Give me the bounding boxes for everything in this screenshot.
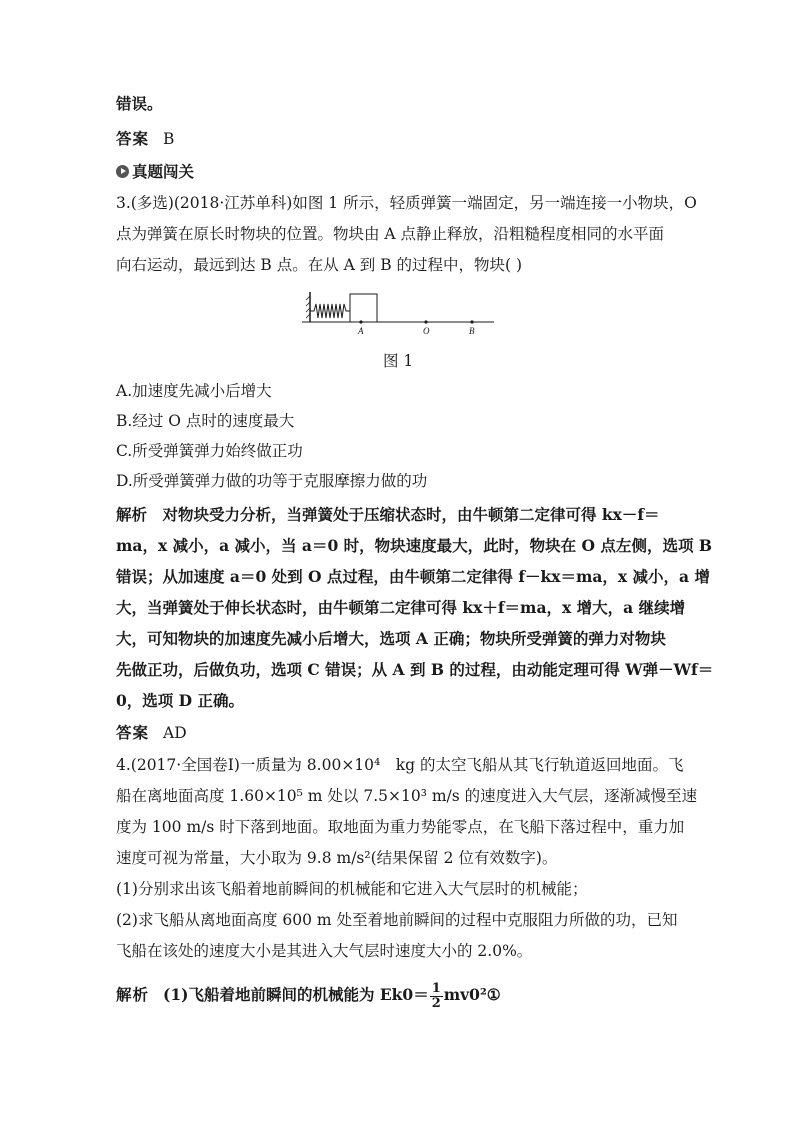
q3-analysis-line-3: 错误；从加速度 a＝0 处到 O 点过程，由牛顿第二定律得 f－kx＝ma，x 减小，a 增 bbox=[116, 567, 710, 586]
play-icon bbox=[116, 165, 129, 178]
answer-label: 答案 bbox=[116, 723, 150, 742]
label-a: A bbox=[358, 326, 364, 336]
fraction-numerator: 1 bbox=[431, 980, 441, 996]
q3-analysis-line-4: 大，当弹簧处于伸长状态时，由牛顿第二定律可得 kx＋f＝ma，x 增大，a 继续增 bbox=[116, 598, 686, 617]
q3-option-a: A.加速度先减小后增大 bbox=[116, 382, 272, 400]
point-b bbox=[470, 320, 473, 323]
spring bbox=[310, 304, 350, 318]
q4-line-1: 4.(2017·全国卷Ⅰ)一质量为 8.00×10⁴ kg 的太空飞船从其飞行轨道返回地面。飞 bbox=[116, 756, 684, 774]
q4-line-6: (2)求飞船从离地面高度 600 m 处至着地前瞬间的过程中克服阻力所做的功，已知 bbox=[116, 911, 678, 929]
q3-line-3: 向右运动，最远到达 B 点。在从 A 到 B 的过程中，物块( ) bbox=[116, 256, 523, 274]
q3-analysis-line-7: 0，选项 D 正确。 bbox=[116, 691, 245, 710]
fraction-half bbox=[430, 982, 443, 1011]
label-o: O bbox=[423, 326, 430, 336]
q4-line-3: 度为 100 m/s 时下落到地面。取地面为重力势能零点，在飞船下落过程中，重力加 bbox=[116, 818, 685, 836]
section-title: 真题闯关 bbox=[132, 163, 195, 181]
spring-block-figure bbox=[298, 284, 498, 336]
q3-analysis-line-6: 先做正功，后做负功，选项 C 错误；从 A 到 B 的过程，由动能定理可得 W弹－Wf＝ bbox=[116, 660, 714, 679]
analysis-tail: mv0²① bbox=[443, 985, 501, 1004]
q4-analysis bbox=[116, 978, 501, 1012]
q4-line-4: 速度可视为常量，大小取为 9.8 m/s²(结果保留 2 位有效数字)。 bbox=[116, 849, 558, 867]
answer-label: 答案 bbox=[116, 129, 150, 148]
q3-analysis-line-5: 大，可知物块的加速度先减小后增大，选项 A 正确；物块所受弹簧的弹力对物块 bbox=[116, 629, 666, 648]
answer-value: AD bbox=[163, 724, 187, 742]
q4-line-5: (1)分别求出该飞船着地前瞬间的机械能和它进入大气层时的机械能； bbox=[116, 880, 588, 898]
answer-value: B bbox=[163, 130, 175, 148]
q3-line-2: 点为弹簧在原长时物块的位置。物块由 A 点静止释放，沿粗糙程度相同的水平面 bbox=[116, 225, 665, 243]
q4-line-7: 飞船在该处的速度大小是其进入大气层时速度大小的 2.0%。 bbox=[116, 942, 533, 960]
block bbox=[350, 294, 377, 322]
q4-line-2: 船在离地面高度 1.60×10⁵ m 处以 7.5×10³ m/s 的速度进入大气层，逐渐减慢至速 bbox=[116, 787, 698, 805]
intro-tail: 错误。 bbox=[116, 94, 163, 113]
fraction-denominator: 2 bbox=[431, 995, 441, 1011]
q3-line-1: 3.(多选)(2018·江苏单科)如图 1 所示，轻质弹簧一端固定，另一端连接一小物块，O bbox=[116, 194, 697, 212]
point-o bbox=[424, 320, 427, 323]
analysis-label: 解析 bbox=[116, 985, 150, 1004]
q3-option-d: D.所受弹簧弹力做的功等于克服摩擦力做的功 bbox=[116, 472, 428, 490]
section-heading bbox=[116, 162, 194, 182]
analysis-text: (1)飞船着地前瞬间的机械能为 Ek0＝ bbox=[163, 985, 429, 1004]
q3-answer bbox=[116, 723, 187, 743]
q3-analysis-line-2: ma，x 减小，a 减小，当 a＝0 时，物块速度最大，此时，物块在 O 点左侧，选项 B bbox=[116, 536, 712, 555]
point-a bbox=[359, 320, 362, 323]
q3-analysis-line-1: 解析 对物块受力分析，当弹簧处于压缩状态时，由牛顿第二定律可得 kx－f＝ bbox=[116, 505, 660, 524]
label-b: B bbox=[469, 326, 475, 336]
q3-option-c: C.所受弹簧弹力始终做正功 bbox=[116, 442, 303, 460]
figure-caption: 图 1 bbox=[383, 352, 414, 370]
q3-option-b: B.经过 O 点时的速度最大 bbox=[116, 412, 295, 430]
intro-answer bbox=[116, 129, 174, 149]
